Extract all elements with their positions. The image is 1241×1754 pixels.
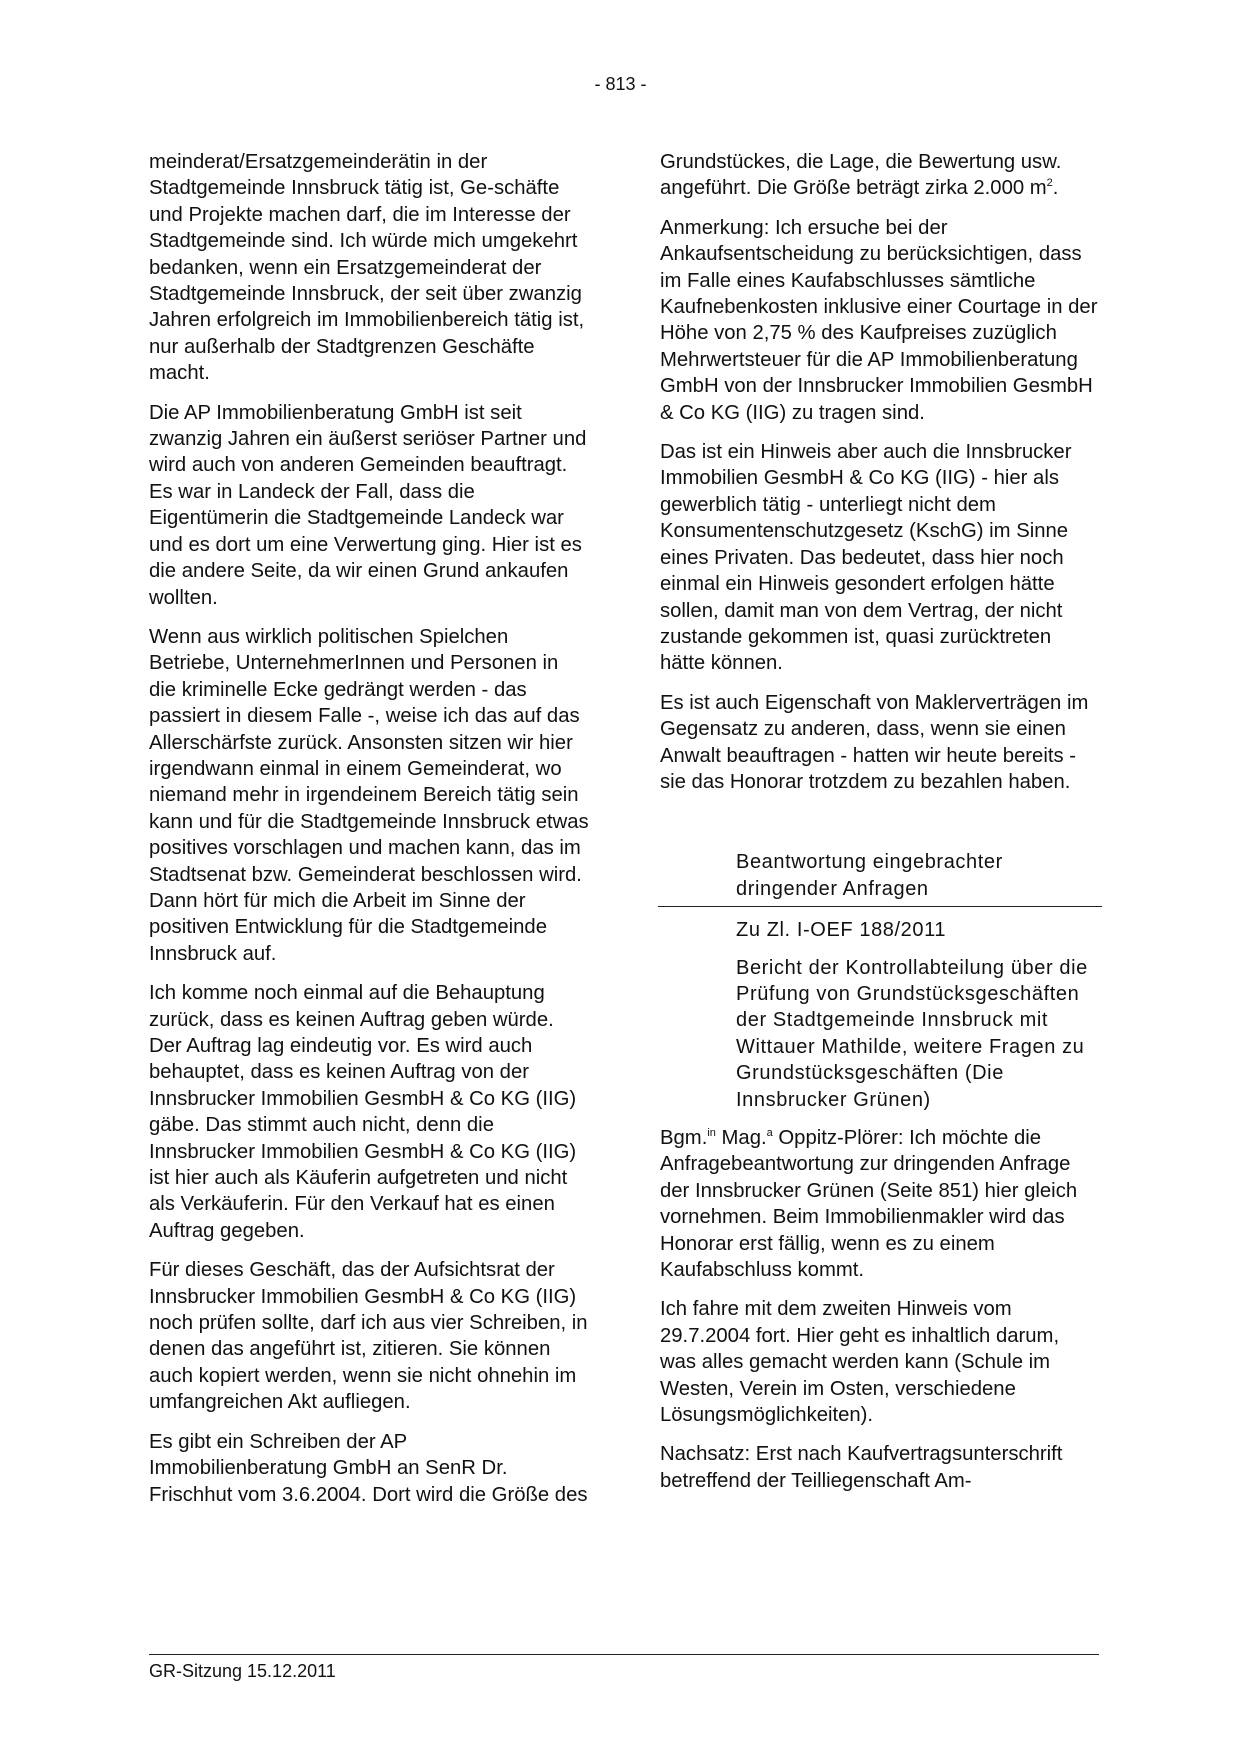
right-paragraph-4: Es ist auch Eigenschaft von Maklerverträgen im Gegensatz zu anderen, dass, wenn sie einen Anwalt beauftragen - hatten wir heute bereits - sie das Honorar trotzdem zu bezahlen haben. [660,691,1089,793]
speaker-sup-a: a [766,1127,773,1140]
footer-divider [149,1654,1099,1655]
section-divider [658,906,1102,907]
speaker-title-b: Mag. [715,1127,767,1149]
left-paragraph-4: Ich komme noch einmal auf die Behauptung zurück, dass es keinen Auftrag geben würde. Der Auftrag lag eindeutig vor. Es wird auch behauptet, dass es keinen Auftrag von der Innsbrucker Immobilien GesmbH & Co KG (IIG) gäbe. Das stimmt auch nicht, denn die Innsbrucker Immobilien GesmbH & Co KG (IIG) ist hier auch als Käuferin aufgetreten und nicht als Verkäuferin. Für den Verkauf hat es einen Auftrag gegeben. [149,982,577,1242]
section-title: Bericht der Kontrollabteilung über die Prüfung von Grundstücksgeschäften der Stadtgemeinde Innsbruck mit Wittauer Mathilde, weitere Fragen zu Grundstücksgeschäften (Die Innsbrucker Grünen) [736,956,1088,1111]
left-column [149,149,589,1521]
speaker-title-a: Bgm. [660,1127,708,1149]
page-number: - 813 - [594,74,647,94]
section-reference: Zu Zl. I-OEF 188/2011 [736,919,947,942]
right-paragraph-1-text: Grundstückes, die Lage, die Bewertung usw. angeführt. Die Größe beträgt zirka 2.000 m [660,151,1062,200]
speaker-text: Oppitz-Plörer: Ich möchte die Anfragebeantwortung zur dringenden Anfrage der Innsbrucker Grünen (Seite 851) hier gleich vornehmen. Beim Immobilienmakler wird das Honorar erst fällig, wenn es zu einem Kaufabschluss kommt. [660,1127,1078,1282]
right-paragraph-1 [660,149,1100,202]
left-paragraph-1: meinderat/Ersatzgemeinderätin in der Stadtgemeinde Innsbruck tätig ist, Ge-schäfte und Projekte machen darf, die im Interesse der Stadtgemeinde sind. Ich würde mich umgekehrt bedanken, wenn ein Ersatzgemeinderat der Stadtgemeinde Innsbruck, der seit über zwanzig Jahren erfolgreich im Immobilienbereich tätig ist, nur außerhalb der Stadtgrenzen Geschäfte macht. [149,151,585,385]
left-paragraph-5: Für dieses Geschäft, das der Aufsichtsrat der Innsbrucker Immobilien GesmbH & Co KG (IIG) noch prüfen sollte, darf ich aus vier Schreiben, in denen das angeführt ist, zitieren. Sie können auch kopiert werden, wenn sie nicht ohnehin im umfangreichen Akt aufliegen. [149,1259,588,1414]
left-paragraph-3: Wenn aus wirklich politischen Spielchen Betriebe, UnternehmerInnen und Personen in die kriminelle Ecke gedrängt werden - das passiert in diesem Falle -, weise ich das auf das Allerschärfste zurück. Ansonsten sitzen wir hier irgendwann einmal in einem Gemeinderat, wo niemand mehr in irgendeinem Bereich tätig sein kann und für die Stadtgemeinde Innsbruck etwas positives vorschlagen und machen kann, das im Stadtsenat bzw. Gemeinderat beschlossen wird. Dann hört für mich die Arbeit im Sinne der positiven Entwicklung für die Stadtgemeinde Innsbruck auf. [149,625,589,965]
right-paragraph-7: Nachsatz: Erst nach Kaufvertragsunterschrift betreffend der Teilliegenschaft Am- [660,1443,1063,1492]
right-paragraph-3: Das ist ein Hinweis aber auch die Innsbrucker Immobilien GesmbH & Co KG (IIG) - hier als gewerblich tätig - unterliegt nicht dem Konsumentenschutzgesetz (KschG) im Sinne eines Privaten. Das bedeutet, dass hier noch einmal ein Hinweis gesondert erfolgen hätte sollen, damit man von dem Vertrag, der nicht zustande gekommen ist, quasi zurücktreten hätte können. [660,441,1072,675]
right-paragraph-6: Ich fahre mit dem zweiten Hinweis vom 29.7.2004 fort. Hier geht es inhaltlich darum, was alles gemacht werden kann (Schule im Westen, Verein im Osten, verschiedene Lösungsmöglichkeiten). [660,1298,1060,1427]
left-paragraph-6: Es gibt ein Schreiben der AP Immobilienberatung GmbH an SenR Dr. Frischhut vom 3.6.2004. Dort wird die Größe des [149,1430,588,1506]
speaker-sup-in: in [707,1127,716,1140]
footer-session: GR-Sitzung 15.12.2011 [149,1661,336,1681]
section-heading: Beantwortung eingebrachter dringender Anfragen [736,851,1003,900]
speaker-paragraph [660,1125,1100,1283]
right-paragraph-2: Anmerkung: Ich ersuche bei der Ankaufsentscheidung zu berücksichtigen, dass im Falle eines Kaufabschlusses sämtliche Kaufnebenkosten inklusive einer Courtage in der Höhe von 2,75 % des Kaufpreises zuzüglich Mehrwertsteuer für die AP Immobilienberatung GmbH von der Innsbrucker Immobilien GesmbH & Co KG (IIG) zu tragen sind. [660,216,1098,424]
squared-superscript: 2 [1046,177,1053,190]
right-column [660,149,1100,1507]
right-paragraph-1-end: . [1052,177,1059,200]
left-paragraph-2: Die AP Immobilienberatung GmbH ist seit zwanzig Jahren ein äußerst seriöser Partner und wird auch von anderen Gemeinden beauftragt. Es war in Landeck der Fall, dass die Eigentümerin die Stadtgemeinde Landeck war und es dort um eine Verwertung ging. Hier ist es die andere Seite, da wir einen Grund ankaufen wollten. [149,401,587,609]
